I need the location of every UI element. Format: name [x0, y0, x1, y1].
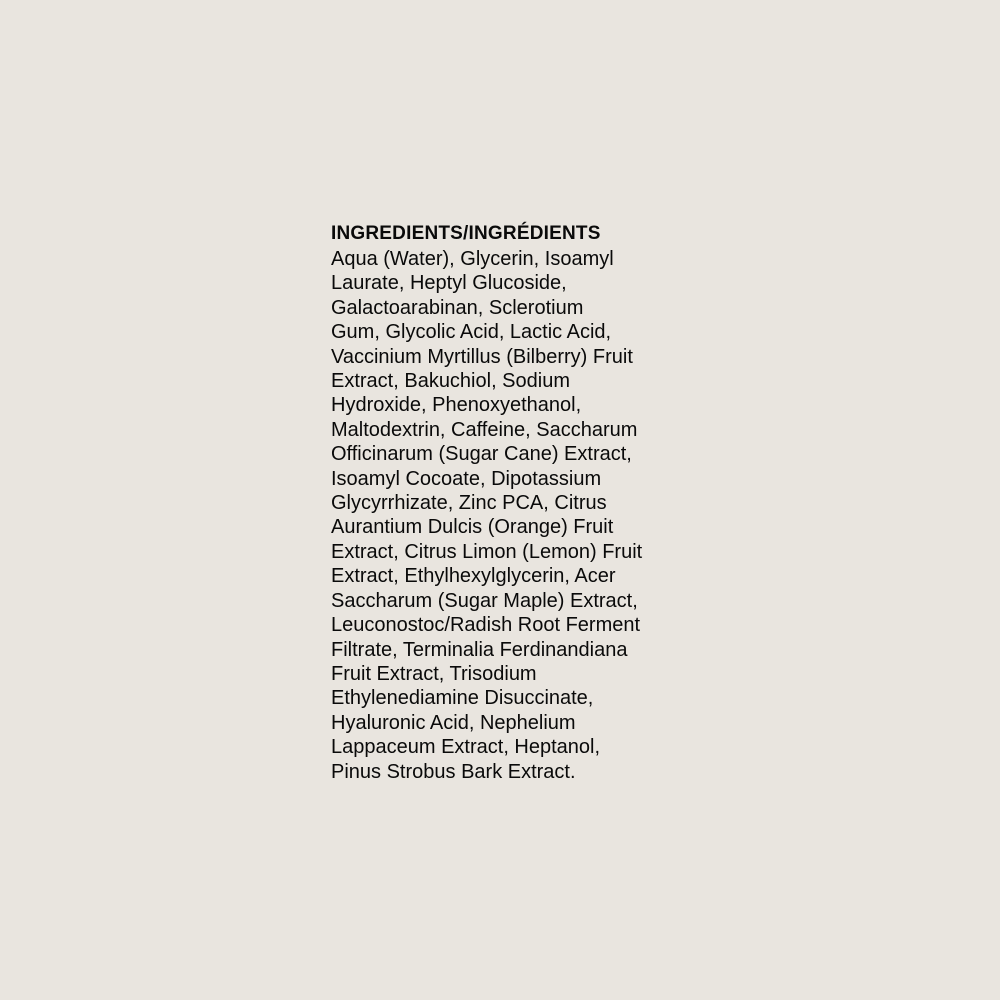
ingredient-line: Isoamyl Cocoate, Dipotassium [331, 467, 602, 490]
ingredients-heading: INGREDIENTS/INGRÉDIENTS [331, 223, 601, 244]
ingredient-line: Extract, Ethylhexylglycerin, Acer [331, 565, 616, 588]
ingredients-list [331, 247, 711, 784]
ingredient-line: Fruit Extract, Trisodium [331, 662, 537, 685]
ingredient-line: Saccharum (Sugar Maple) Extract, [331, 589, 638, 612]
ingredient-line: Aurantium Dulcis (Orange) Fruit [331, 516, 614, 539]
ingredient-line: Hyaluronic Acid, Nephelium [331, 711, 576, 734]
ingredient-line: Filtrate, Terminalia Ferdinandiana [331, 638, 628, 661]
ingredient-line: Hydroxide, Phenoxyethanol, [331, 394, 582, 417]
ingredient-line: Ethylenediamine Disuccinate, [331, 687, 594, 710]
ingredient-line: Maltodextrin, Caffeine, Saccharum [331, 418, 638, 441]
ingredients-panel [331, 221, 711, 784]
ingredient-line: Officinarum (Sugar Cane) Extract, [331, 443, 632, 466]
ingredient-line: Extract, Citrus Limon (Lemon) Fruit [331, 540, 643, 563]
ingredient-line: Lappaceum Extract, Heptanol, [331, 736, 601, 759]
ingredient-line: Gum, Glycolic Acid, Lactic Acid, [331, 321, 612, 344]
ingredient-line: Aqua (Water), Glycerin, Isoamyl [331, 248, 614, 270]
ingredient-line: Extract, Bakuchiol, Sodium [331, 370, 570, 393]
ingredient-line: Laurate, Heptyl Glucoside, [331, 272, 567, 295]
ingredient-line: Pinus Strobus Bark Extract. [331, 760, 576, 783]
ingredient-line: Vaccinium Myrtillus (Bilberry) Fruit [331, 345, 633, 368]
ingredient-line: Galactoarabinan, Sclerotium [331, 296, 584, 319]
ingredient-line: Glycyrrhizate, Zinc PCA, Citrus [331, 492, 607, 515]
ingredient-line: Leuconostoc/Radish Root Ferment [331, 614, 641, 637]
